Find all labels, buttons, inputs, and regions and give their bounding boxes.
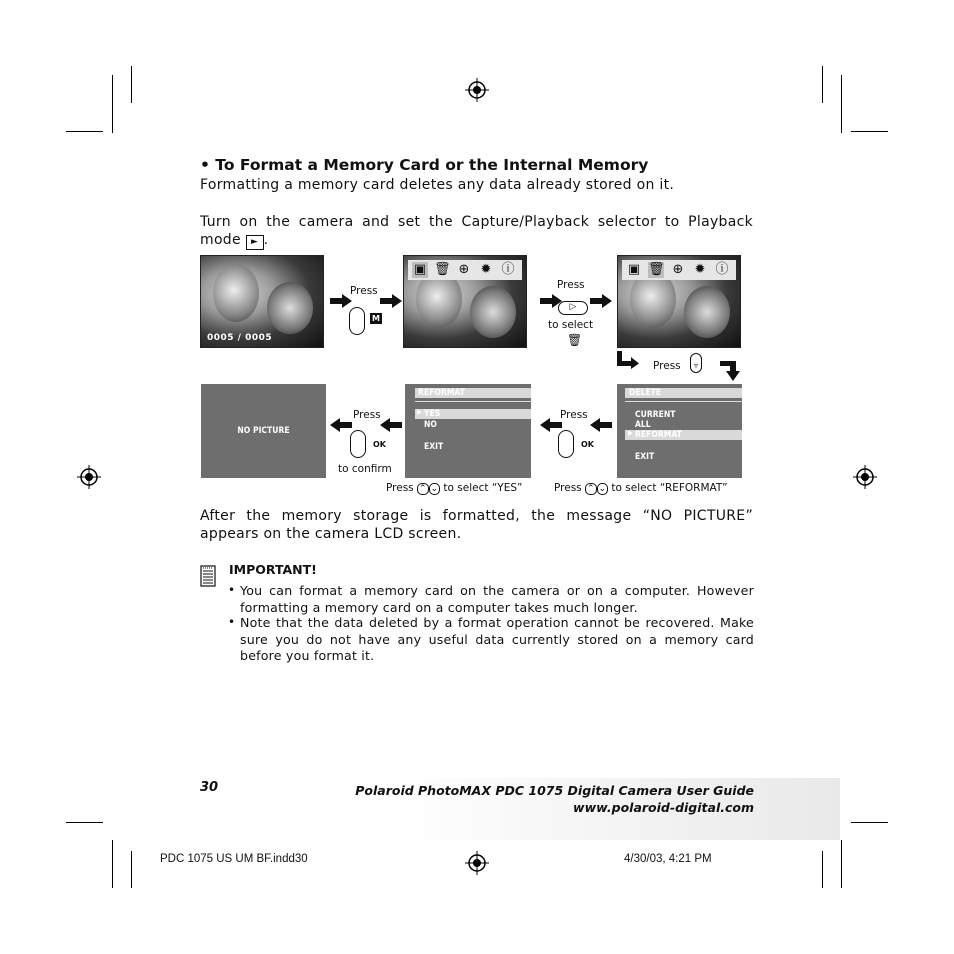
delete-menu-screen (617, 384, 742, 478)
brightness-icon: ✹ (480, 262, 492, 277)
intro-text: Formatting a memory card deletes any data already stored on it. (200, 177, 675, 193)
to-confirm-label: to confirm (338, 463, 392, 475)
crop-mark (131, 851, 132, 888)
page-number: 30 (200, 780, 219, 795)
important-label: IMPORTANT! (229, 562, 317, 577)
ok-button (558, 430, 574, 458)
important-bullet-2: Note that the data deleted by a format operation cannot be recovered. Make sure you do not have any useful data currently stored on a memory card before you format it. (240, 615, 754, 663)
trash-icon: 🗑 (567, 333, 583, 347)
crop-mark (822, 851, 823, 888)
bullet-dot: • (228, 583, 236, 597)
select-reformat-note (554, 482, 728, 495)
menu-item-reformat: REFORMAT (635, 430, 682, 440)
crop-mark (66, 131, 103, 132)
instruction-text (200, 213, 753, 250)
crop-mark (841, 840, 842, 888)
zoom-icon: ⊕ (672, 262, 684, 277)
brightness-icon: ✹ (694, 262, 706, 277)
display-icon: ▣ (413, 262, 427, 277)
press-label: Press (560, 409, 588, 421)
section-heading: • To Format a Memory Card or the Internal Memory (200, 156, 649, 174)
ok-button (350, 430, 366, 458)
right-arrow-icon (380, 294, 402, 308)
child-face-right (684, 286, 730, 338)
crop-mark (851, 822, 888, 823)
registration-mark-icon (77, 465, 101, 489)
image-counter: 0005 / 0005 (207, 333, 273, 343)
reformat-menu-screen (405, 384, 531, 478)
to-select-label: to select (548, 319, 594, 331)
crop-mark (841, 75, 842, 133)
up-down-keys-icon: ⌃ (418, 484, 427, 494)
press-label: Press (386, 482, 414, 494)
trash-icon: 🗑 (434, 262, 451, 277)
select-reformat-label: to select “REFORMAT” (611, 482, 728, 494)
crop-mark (822, 66, 823, 103)
crop-mark (851, 131, 888, 132)
child-face-right (470, 286, 516, 338)
right-arrow-icon (330, 294, 352, 308)
left-arrow-icon (380, 418, 402, 432)
menu-divider (415, 401, 531, 402)
playback-mode-icon: ► (246, 235, 264, 250)
press-label: Press (653, 360, 681, 372)
press-label: Press (350, 285, 378, 297)
reformat-menu-title: REFORMAT (418, 388, 465, 398)
lcd-photo-screen (200, 255, 324, 348)
menu-item-no: NO (424, 420, 437, 430)
press-label: Press (554, 482, 582, 494)
print-date: 4/30/03, 4:21 PM (624, 853, 712, 865)
left-arrow-icon (590, 418, 612, 432)
guide-title: Polaroid PhotoMAX PDC 1075 Digital Camera User Guide (355, 783, 754, 798)
important-bullet-1: You can format a memory card on the camera or on a computer. However formatting a memory card on a computer takes much longer. (240, 583, 754, 615)
instruction-body: Turn on the camera and set the Capture/Playback selector to Playback mode (200, 214, 753, 248)
trash-icon: 🗑 (648, 262, 665, 277)
indd-file-name: PDC 1075 US UM BF.indd30 (160, 853, 308, 865)
menu-divider (625, 401, 742, 402)
menu-key-badge: M (370, 313, 382, 324)
corner-down-arrow-icon (720, 361, 742, 383)
menu-item-all: ALL (635, 420, 651, 430)
select-yes-note (386, 482, 522, 495)
instruction-period: . (263, 232, 269, 248)
right-key-glyph: ▷ (569, 302, 577, 312)
zoom-icon: ⊕ (458, 262, 470, 277)
lcd-toolbar (408, 260, 522, 280)
info-icon: ⓘ (501, 262, 515, 277)
menu-button (349, 307, 365, 335)
ok-key-label: OK (373, 440, 386, 449)
down-key-glyph: ▿ (693, 361, 698, 370)
child-face-left (213, 264, 259, 322)
ok-key-label: OK (581, 440, 594, 449)
display-icon: ▣ (627, 262, 641, 277)
after-format-text: After the memory storage is formatted, the message “NO PICTURE” appears on the camera LCD screen. (200, 508, 753, 542)
down-key-button (690, 353, 702, 373)
right-arrow-icon (590, 294, 612, 308)
select-yes-label: to select “YES” (443, 482, 523, 494)
lcd-menu-screen (403, 255, 527, 348)
left-arrow-icon (540, 418, 562, 432)
no-picture-message: NO PICTURE (237, 426, 290, 436)
corner-arrow-icon (617, 351, 639, 369)
menu-item-exit: EXIT (635, 452, 655, 462)
lcd-toolbar (622, 260, 736, 280)
notepad-icon (200, 565, 216, 587)
crop-mark (66, 822, 103, 823)
press-label: Press (353, 409, 381, 421)
menu-item-yes: YES (424, 409, 441, 419)
registration-mark-icon (465, 851, 489, 875)
menu-cursor-icon: ▶ (628, 429, 633, 437)
crop-mark (112, 840, 113, 888)
child-face-right (267, 282, 313, 334)
info-icon: ⓘ (715, 262, 729, 277)
up-down-keys-icon: ⌄ (430, 484, 439, 494)
lcd-menu-screen-delete (617, 255, 741, 348)
registration-mark-icon (853, 465, 877, 489)
left-arrow-icon (330, 418, 352, 432)
delete-menu-title: DELETE (629, 388, 662, 398)
up-down-keys-icon: ⌃ (586, 484, 595, 494)
right-key-button (558, 301, 588, 315)
press-label: Press (557, 279, 585, 291)
bullet-dot: • (228, 615, 236, 629)
website-url: www.polaroid-digital.com (573, 800, 754, 815)
up-down-keys-icon: ⌄ (598, 484, 607, 494)
registration-mark-icon (465, 78, 489, 102)
menu-cursor-icon: ▶ (417, 408, 422, 416)
no-picture-screen (201, 384, 326, 478)
menu-item-current: CURRENT (635, 410, 676, 420)
menu-item-exit: EXIT (424, 442, 444, 452)
crop-mark (131, 66, 132, 103)
crop-mark (112, 75, 113, 133)
